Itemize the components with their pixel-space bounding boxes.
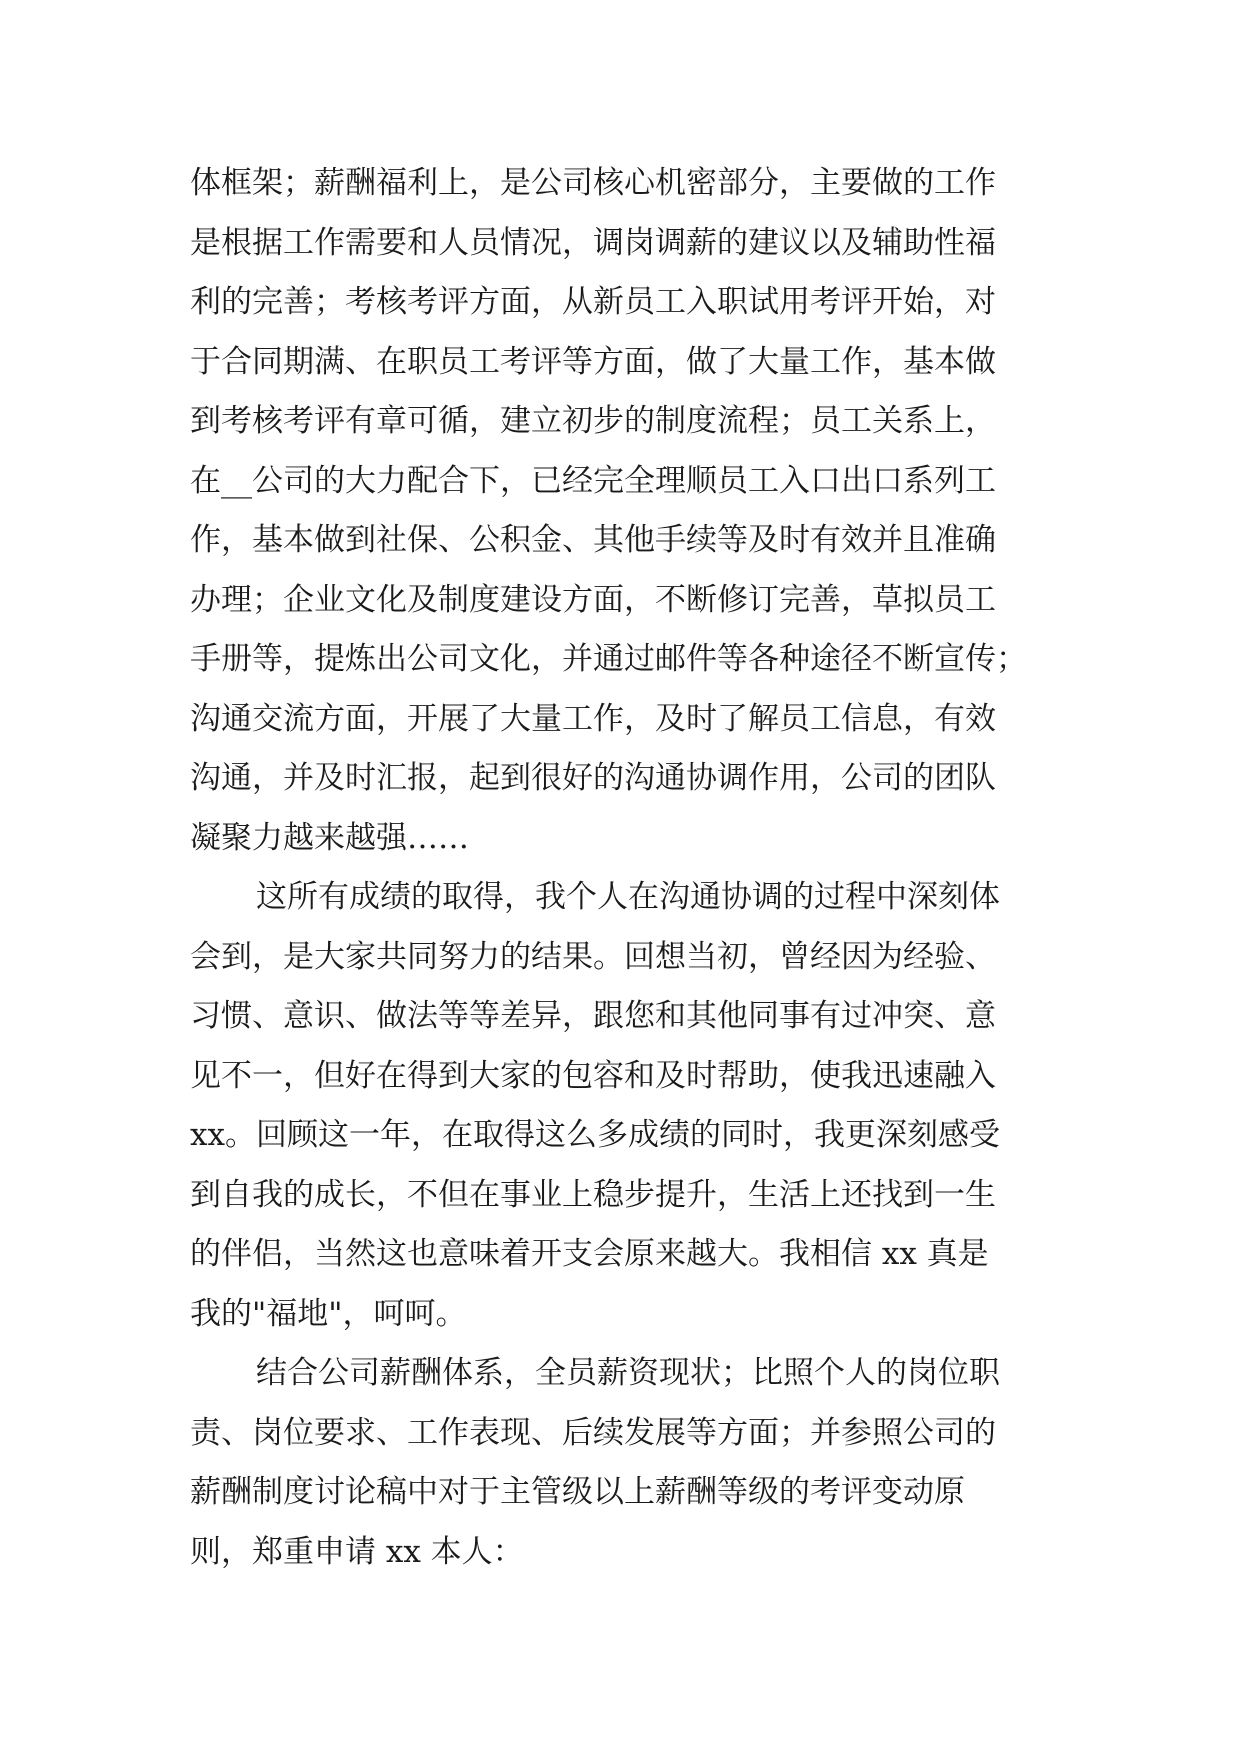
text-line: 则，郑重申请 xx 本人： <box>190 1533 524 1570</box>
text-line: 结合公司薪酬体系，全员薪资现状；比照个人的岗位职 <box>256 1355 1000 1391</box>
text-line: 利的完善；考核考评方面，从新员工入职试用考评开始，对 <box>190 284 996 320</box>
text-line: 沟通，并及时汇报，起到很好的沟通协调作用，公司的团队 <box>190 760 996 796</box>
text-line: 到考核考评有章可循，建立初步的制度流程；员工关系上， <box>190 403 996 439</box>
text-line: 我的"福地"，呵呵。 <box>190 1295 467 1332</box>
text-line: 责、岗位要求、工作表现、后续发展等方面；并参照公司的 <box>190 1414 996 1451</box>
paragraph-3 <box>190 1344 1070 1582</box>
text-line: 办理；企业文化及制度建设方面，不断修订完善，草拟员工 <box>190 581 996 618</box>
document-body <box>190 154 1070 1582</box>
text-line: 习惯、意识、做法等等差异，跟您和其他同事有过冲突、意 <box>190 998 996 1034</box>
text-line: 到自我的成长，不但在事业上稳步提升，生活上还找到一生 <box>190 1176 996 1213</box>
text-line: 是根据工作需要和人员情况，调岗调薪的建议以及辅助性福 <box>190 224 996 261</box>
text-line: 会到，是大家共同努力的结果。回想当初，曾经因为经验、 <box>190 938 996 975</box>
text-line: xx。回顾这一年，在取得这么多成绩的同时，我更深刻感受 <box>190 1117 1000 1153</box>
paragraph-2 <box>190 868 1070 1344</box>
text-line: 这所有成绩的取得，我个人在沟通协调的过程中深刻体 <box>256 879 1000 915</box>
text-line: 在__公司的大力配合下，已经完全理顺员工入口出口系列工 <box>190 462 996 499</box>
text-line: 体框架；薪酬福利上，是公司核心机密部分，主要做的工作 <box>190 165 996 201</box>
text-line: 于合同期满、在职员工考评等方面，做了大量工作，基本做 <box>190 343 996 380</box>
text-line: 沟通交流方面，开展了大量工作，及时了解员工信息，有效 <box>190 700 996 737</box>
text-line: 薪酬制度讨论稿中对于主管级以上薪酬等级的考评变动原 <box>190 1474 965 1510</box>
text-line: 见不一，但好在得到大家的包容和及时帮助，使我迅速融入 <box>190 1057 996 1094</box>
paragraph-1 <box>190 154 1070 868</box>
text-line: 的伴侣，当然这也意味着开支会原来越大。我相信 xx 真是 <box>190 1236 989 1272</box>
text-line: 凝聚力越来越强…… <box>190 819 469 856</box>
text-line: 作，基本做到社保、公积金、其他手续等及时有效并且准确 <box>190 522 996 558</box>
text-line: 手册等，提炼出公司文化，并通过邮件等各种途径不断宣传； <box>190 641 1027 677</box>
